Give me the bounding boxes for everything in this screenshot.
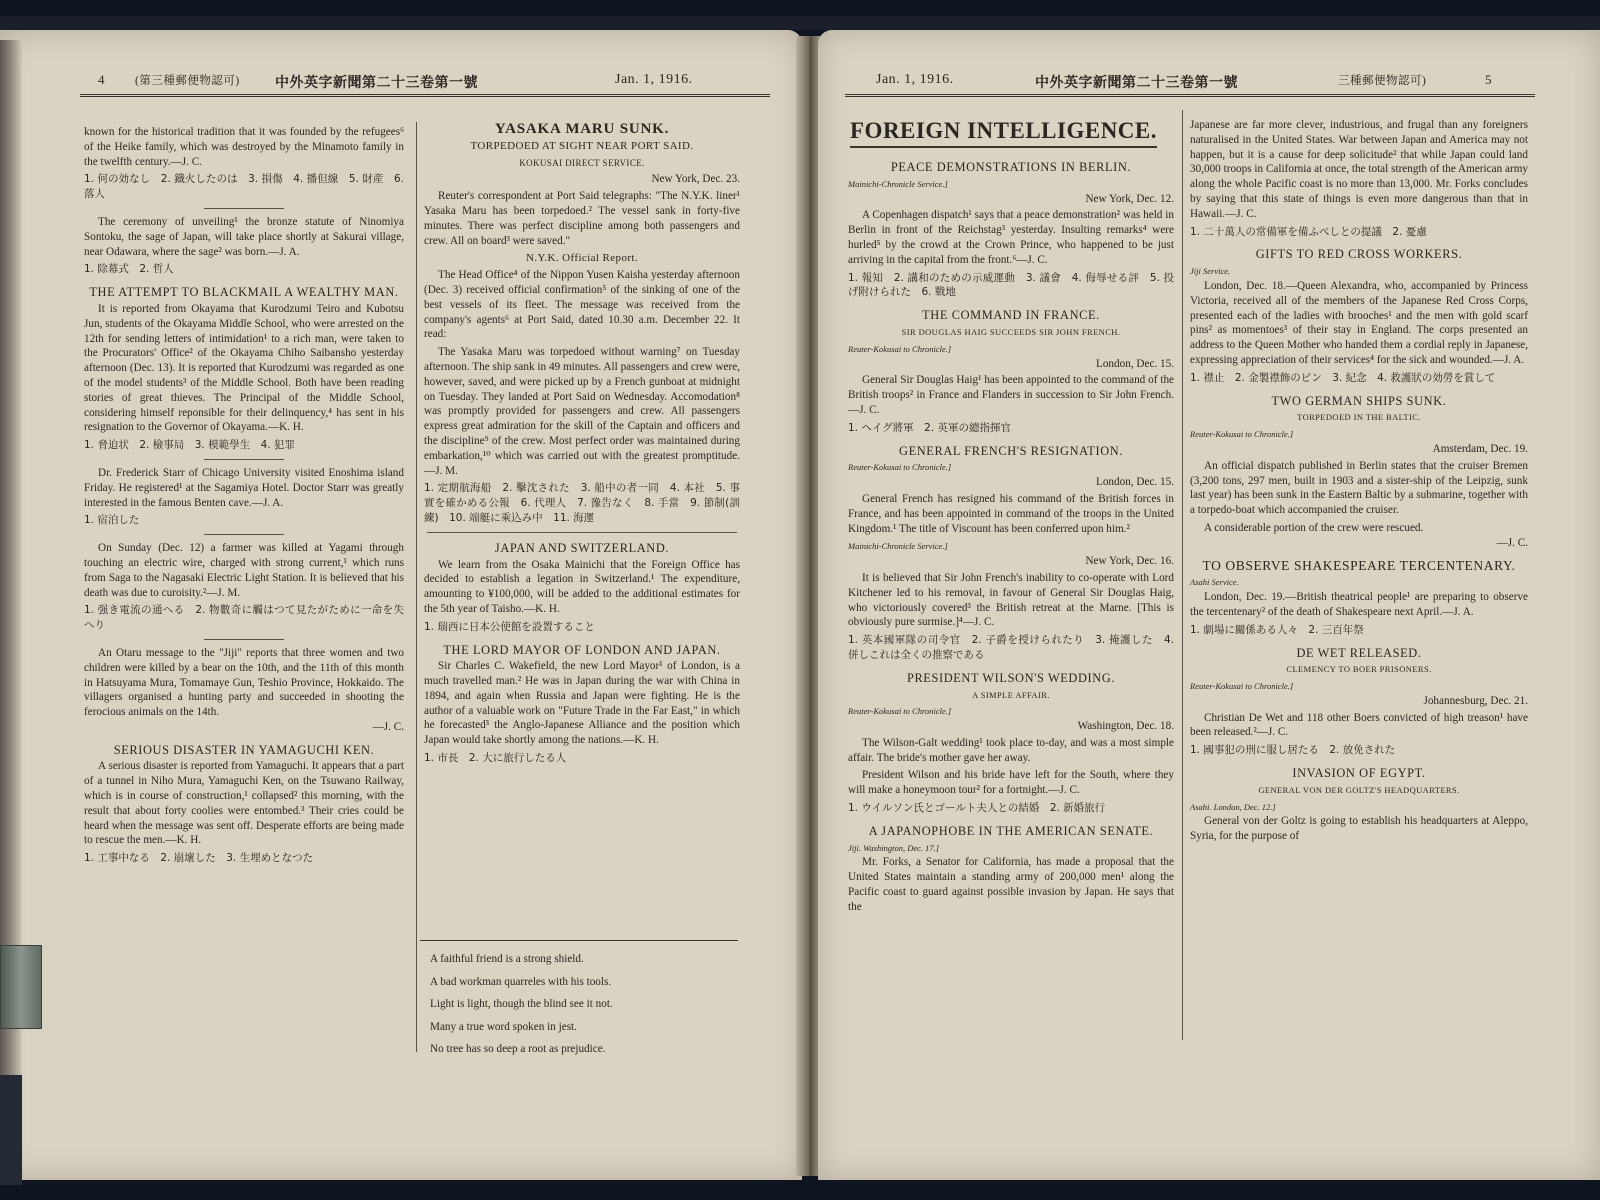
shakespeare-service: Asahi Service. bbox=[1190, 577, 1239, 588]
ships-article-2: A considerable portion of the crew were rescued. bbox=[1204, 521, 1424, 534]
starr-notes: 1. 宿泊した bbox=[84, 514, 140, 527]
wilson-headline: PRESIDENT WILSON'S WEDDING. bbox=[906, 670, 1116, 685]
command-dateline: London, Dec. 15. bbox=[1096, 357, 1174, 370]
ships-service: Reuter-Kokusai to Chronicle.] bbox=[1190, 429, 1294, 440]
command-headline: THE COMMAND IN FRANCE. bbox=[922, 308, 1100, 323]
yamaguchi-headline: SERIOUS DISASTER IN YAMAGUCHI KEN. bbox=[113, 742, 375, 757]
egypt-subheadline: GENERAL VON DER GOLTZ'S HEADQUARTERS. bbox=[1258, 784, 1460, 795]
left-header-date: Jan. 1, 1916. bbox=[615, 72, 693, 87]
yasaka-headline: YASAKA MARU SUNK. bbox=[494, 121, 670, 137]
resign-service-2: Mainichi-Chronicle Service.] bbox=[848, 541, 948, 552]
mayor-article: Sir Charles C. Wakefield, the new Lord Mayor¹ of London, is a much travelled man.² He was in Japan during the war with China in 1894, and again when Russia and Japan were fighting. He is the author of a valuable work on "Future Trade in the Far East," in which he forecasted³ the Anglo-Japanese Alliance and the position which Japan would take shortly among the nations.—K. H. bbox=[424, 660, 740, 747]
swiss-notes: 1. 瑞西に日本公使館を設置すること bbox=[424, 620, 595, 633]
dewet-notes: 1. 國事犯の刑に服し居たる 2. 放免された bbox=[1190, 744, 1396, 757]
cover-corner bbox=[0, 1075, 22, 1185]
gifts-notes: 1. 襟止 2. 金製襟飾のピン 3. 紀念 4. 救護狀の効勞を賞して bbox=[1190, 371, 1496, 384]
ninomiya-notes: 1. 除幕式 2. 哲人 bbox=[84, 263, 174, 276]
yasaka-article: Reuter's correspondent at Port Said telegraphs: "The N.Y.K. liner¹ Yasaka Maru has been torpedoed.² The vessel sank in forty-five minutes. There was perfect discipline among both passengers and crew. All on board³ were saved." bbox=[424, 190, 740, 247]
right-paper-title: 中外英字新聞第二十三卷第一號 bbox=[1035, 76, 1238, 91]
left-column-1 bbox=[84, 125, 404, 870]
separator bbox=[204, 459, 284, 460]
egypt-article: General von der Goltz is going to establish his headquarters at Aleppo, Syria, for the purpose of bbox=[1190, 815, 1528, 843]
right-page-number: 5 bbox=[1485, 72, 1492, 87]
swiss-headline: JAPAN AND SWITZERLAND. bbox=[494, 540, 670, 555]
left-header-rule bbox=[80, 94, 770, 97]
command-article: General Sir Douglas Haig¹ has been appointed to the command of the British troops² in France and Flanders in succession to Sir John French.—J. C. bbox=[848, 374, 1174, 416]
resign-service: Reuter-Kokusai to Chronicle.] bbox=[848, 462, 952, 473]
heike-notes: 1. 何の効なし 2. 鐡火したのは 3. 損傷 4. 播但線 5. 財産 6. 落人 bbox=[84, 173, 404, 201]
ships-article: An official dispatch published in Berlin states that the cruiser Bremen (3,200 tons, 297 men, built in 1903 and a sister-ship of the Leipzig, sunk last year) has been sunk in the Eastern Baltic by a submarine, together with a torpedo-boat which accompanied the cruiser. bbox=[1190, 459, 1528, 517]
right-header-rule bbox=[845, 94, 1535, 97]
right-postal-permit: 三種郵便物認可) bbox=[1338, 75, 1427, 87]
blackmail-headline: THE ATTEMPT TO BLACKMAIL A WEALTHY MAN. bbox=[89, 285, 399, 300]
resign-article-2: It is believed that Sir John French's inability to co-operate with Lord Kitchener led to his removal, in favour of General Sir Douglas Haig, who victoriously covered³ the British retreat at the Marne. [This is obviously pure surmise.]⁴—J. C. bbox=[848, 571, 1174, 629]
ninomiya-article: The ceremony of unveiling¹ the bronze statute of Ninomiya Sontoku, the sage of Japan, will take place shortly at Sakurai village, near Odawara, where the sage² was born.—J. A. bbox=[84, 215, 404, 258]
proverbs-box bbox=[430, 948, 730, 1061]
peace-headline: PEACE DEMONSTRATIONS IN BERLIN. bbox=[890, 160, 1132, 174]
shakespeare-article: London, Dec. 19.—British theatrical people¹ are preparing to observe the tercentenary² of the death of Shakespeare next April.—J. A. bbox=[1190, 591, 1528, 618]
proverb: Light is light, though the blind see it not. bbox=[430, 998, 613, 1010]
shakespeare-headline: TO OBSERVE SHAKESPEARE TERCENTENARY. bbox=[1202, 557, 1516, 573]
right-column-divider bbox=[1182, 110, 1183, 1040]
foreign-intelligence-title: FOREIGN INTELLIGENCE. bbox=[850, 118, 1157, 148]
blackmail-notes: 1. 脅迫状 2. 檢事局 3. 模範學生 4. 犯罪 bbox=[84, 439, 295, 452]
dewet-article: Christian De Wet and 118 other Boers convicted of high treason¹ have been released.²—J. C. bbox=[1190, 711, 1528, 739]
book-cover-edge bbox=[0, 16, 1600, 30]
egypt-headline: INVASION OF EGYPT. bbox=[1292, 766, 1426, 781]
wilson-notes: 1. ウイルソン氏とゴールト夫人との結婚 2. 新婚旅行 bbox=[848, 802, 1106, 815]
wilson-article: The Wilson-Galt wedding¹ took place to-day, and was a most simple affair. The bride's mother gave her away. bbox=[848, 736, 1174, 764]
right-column-1 bbox=[848, 160, 1174, 918]
right-header-date: Jan. 1, 1916. bbox=[876, 72, 954, 87]
proverb: Many a true word spoken in jest. bbox=[430, 1020, 577, 1033]
separator bbox=[204, 208, 284, 209]
proverb: A bad workman quarreles with his tools. bbox=[430, 975, 612, 988]
mayor-headline: THE LORD MAYOR OF LONDON AND JAPAN. bbox=[443, 642, 721, 657]
dewet-subheadline: CLEMENCY TO BOER PRISONERS. bbox=[1286, 664, 1432, 675]
gifts-headline: GIFTS TO RED CROSS WORKERS. bbox=[1255, 247, 1463, 262]
left-column-divider bbox=[416, 122, 417, 1052]
separator bbox=[204, 534, 284, 535]
otaru-article: An Otaru message to the "Jiji" reports that three women and two children were killed by a bear on the 10th, and the 11th of this month in Hatsuyama Mura, Tomamaye Gun, Teshio Province, Hokkaido. The villagers organised a hunting party and succeeded in shooting the ferocious animals on the 14th. bbox=[84, 646, 404, 719]
ships-signature: —J. C. bbox=[1496, 536, 1528, 549]
egypt-service: Asahi. London, Dec. 12.] bbox=[1190, 801, 1276, 812]
yasaka-dateline: New York, Dec. 23. bbox=[651, 173, 740, 186]
command-notes: 1. ヘイグ將軍 2. 英軍の總指揮官 bbox=[848, 421, 1012, 434]
command-subheadline: SIR DOUGLAS HAIG SUCCEEDS SIR JOHN FRENCH. bbox=[901, 326, 1121, 337]
gifts-service: Jiji Service. bbox=[1190, 266, 1231, 277]
resign-notes: 1. 英本國軍隊の司令官 2. 子爵を授けられたり 3. 掩護した 4. 併しこれは全くの推察である bbox=[848, 634, 1174, 661]
left-column-2 bbox=[424, 122, 740, 770]
yamaguchi-notes: 1. 工事中なる 2. 崩壞した 3. 生埋めとなつた bbox=[84, 852, 314, 865]
dewet-service: Reuter-Kokusai to Chronicle.] bbox=[1190, 681, 1294, 692]
yamaguchi-article: A serious disaster is reported from Yamaguchi. It appears that a part of a tunnel in Niho Mura, Yamaguchi Ken, on the Tsuwano Railway, which is in course of construction,¹ collapsed² this morning, with the result that about forty coolies were entombed.³ Their cries could be heard when the message was sent off. Desperate efforts are being made to rescue the men.—K. H. bbox=[84, 760, 404, 847]
ships-subheadline: TORPEDOED IN THE BALTIC. bbox=[1297, 412, 1421, 423]
resign-article: General French has resigned his command of the British forces in France, and has been appointed in command of the troops in the United Kingdom.¹ The title of Viscount has been conferred upon him.² bbox=[848, 492, 1174, 535]
swiss-article: We learn from the Osaka Mainichi that the Foreign Office has decided to establish a legation in Switzerland.¹ The expenditure, amounting to ¥100,000, will be added to the additional estimates for the 5th year of Taisho.—K. H. bbox=[424, 558, 740, 615]
wilson-subheadline: A SIMPLE AFFAIR. bbox=[972, 689, 1050, 700]
right-column-2 bbox=[1190, 118, 1528, 847]
peace-notes: 1. 報知 2. 講和のための示威運動 3. 議會 4. 侮辱せる評 5. 投げ附けられた 6. 戰地 bbox=[848, 271, 1174, 299]
forks-article-continued: Japanese are far more clever, industrious, and frugal than any foreigners naturalised in the United States. War between Japan and America may not happen, but it is a cause for deep solicitude² that while Japan could land 30,000 troops in California at once, the total strength of the American army along the whole Pacific coast is no more than 13,000. Mr. Forks concludes by saying that this state of things is even more dangerous than that in Hawaii.—J. C. bbox=[1190, 119, 1528, 220]
left-postal-permit: (第三種郵便物認可) bbox=[135, 75, 240, 87]
nyk-report-intro: The Head Office⁴ of the Nippon Yusen Kaisha yesterday afternoon (Dec. 3) received official confirmation⁵ of the sinking of one of the best vessels of its fleet. The message was received from the company's agents⁶ at Port Said, dated 10.30 a.m. December 22. It read: bbox=[424, 269, 740, 341]
proverb: No tree has so deep a root as prejudice. bbox=[430, 1043, 606, 1055]
ships-dateline: Amsterdam, Dec. 19. bbox=[1432, 442, 1528, 455]
ships-headline: TWO GERMAN SHIPS SUNK. bbox=[1271, 393, 1447, 408]
peace-dateline: New York, Dec. 12. bbox=[1085, 192, 1174, 205]
japanophobe-article: Mr. Forks, a Senator for California, has made a proposal that the United States maintain a standing army of 200,000 men¹ along the Pacific coast to guard against possible invasion by Japan. He says that the bbox=[848, 856, 1174, 913]
separator bbox=[204, 639, 284, 640]
wilson-service: Reuter-Kokusai to Chronicle.] bbox=[848, 706, 952, 717]
mayor-notes: 1. 市長 2. 大に旅行したる人 bbox=[424, 752, 567, 765]
dewet-headline: DE WET RELEASED. bbox=[1296, 645, 1422, 660]
shakespeare-notes: 1. 劇場に關係ある人々 2. 三百年祭 bbox=[1190, 623, 1364, 636]
yasaka-subheadline: TORPEDOED AT SIGHT NEAR PORT SAID. bbox=[470, 139, 694, 152]
japanophobe-headline: A JAPANOPHOBE IN THE AMERICAN SENATE. bbox=[868, 823, 1154, 838]
separator bbox=[427, 532, 737, 533]
nyk-report-heading: N.Y.K. Official Report. bbox=[525, 252, 639, 265]
wilson-dateline: Washington, Dec. 18. bbox=[1077, 720, 1174, 733]
peace-service: Mainichi-Chronicle Service.] bbox=[848, 178, 948, 189]
command-service: Reuter-Kokusai to Chronicle.] bbox=[848, 343, 952, 354]
nyk-report-body: The Yasaka Maru was torpedoed without warning⁷ on Tuesday afternoon. The ship sank in 49 minutes. All passengers and crew were, however, saved, and were picked up by a French gunboat at midnight on Tuesday. They landed at Port Said on Wednesday. Accomodation⁸ was promptly provided for passengers and crew. All passengers express great admiration for the skill of the Captain and officers and the discipline⁹ of the crew. Most perfect order was maintained during embarkation,¹⁰ which was carried out with the greatest promptitude.—J. M. bbox=[424, 346, 740, 477]
forks-notes: 1. 二十萬人の常備軍を備ふべしとの提議 2. 憂慮 bbox=[1190, 225, 1427, 238]
blackmail-article: It is reported from Okayama that Kurodzumi Teiro and Kubotsu Jun, students of the Okayama Middle School, who were arrested on the 12th for sending letters of intimidation¹ to a rich man, were taken to the Procurators' Office² of the Okayama Chiho Saibansho yesterday afternoon (Dec. 13). It is reported that Kurodzumi was regarded as one of the model students³ of the Middle School. Both have been reading stories of great thieves. The Principal of the Middle School, considering himself reponsible for their delinquency,⁴ has sent in his resignation to the Governor of Okayama.—K. H. bbox=[84, 302, 404, 434]
farmer-article: On Sunday (Dec. 12) a farmer was killed at Yagami through touching an electric wire, charged with strong current,¹ which runs from Saga to the Nagasaki Electric Light Station. It is believed that his death was due to curoisity.²—J. M. bbox=[84, 542, 404, 599]
yasaka-service: KOKUSAI DIRECT SERVICE. bbox=[519, 157, 645, 168]
nyk-notes: 1. 定期航海船 2. 擊沈された 3. 船中の者一同 4. 本社 5. 事實を確かめる公報 6. 代理人 7. 豫告なく 8. 手當 9. 節制(訓練) 10. 端艇に乘込み中 11. 海運 bbox=[424, 482, 740, 524]
otaru-signature: —J. C. bbox=[372, 720, 404, 733]
wilson-article-2: President Wilson and his bride have left for the South, where they will make a honeymoon tour² for a fortnight.—J. C. bbox=[848, 769, 1174, 797]
heike-article: known for the historical tradition that it was founded by the refugees⁶ of the Heike family, which was destroyed by the Minamoto family in the twelfth century.—J. C. bbox=[84, 126, 404, 168]
resign-headline: GENERAL FRENCH'S RESIGNATION. bbox=[899, 443, 1123, 458]
farmer-notes: 1. 强き電流の通へる 2. 物數奇に觸はつて見たがために一命を失へり bbox=[84, 604, 404, 632]
peace-article: A Copenhagen dispatch¹ says that a peace demonstration² was held in Berlin in front of the Reichstag³ yesterday. Insulting remarks⁴ were hurled⁵ by the crowd at the Crown Prince, who happened to be just arriving in the capital from the front.⁶—J. C. bbox=[848, 209, 1174, 266]
paper-clip bbox=[0, 945, 42, 1029]
left-page-number: 4 bbox=[98, 72, 105, 87]
proverb: A faithful friend is a strong shield. bbox=[430, 953, 584, 965]
resign-dateline: London, Dec. 15. bbox=[1096, 476, 1174, 489]
japanophobe-service: Jiji. Washington, Dec. 17.] bbox=[848, 842, 940, 853]
proverbs-rule bbox=[420, 940, 738, 941]
starr-article: Dr. Frederick Starr of Chicago University visited Enoshima island Friday. He registered¹ at the Sagamiya Hotel. Doctor Starr was greatly interested in the famous Benten cave.—J. A. bbox=[84, 466, 404, 509]
left-paper-title: 中外英字新聞第二十三卷第一號 bbox=[275, 76, 478, 91]
dewet-dateline: Johannesburg, Dec. 21. bbox=[1423, 694, 1528, 707]
gifts-article: London, Dec. 18.—Queen Alexandra, who, accompanied by Princess Victoria, received all of the members of the Japanese Red Cross Corps, presented each of the ladies with brooches¹ and the men with gold scarf pins² as momentoes³ of their stay in England. The corps presented an address to the Queen Mother who handed them a cordial reply in Japanese, expressing appreciation of their services⁴ for the sick and wounded.—J. A. bbox=[1190, 279, 1528, 366]
resign-dateline-2: New York, Dec. 16. bbox=[1085, 555, 1174, 568]
